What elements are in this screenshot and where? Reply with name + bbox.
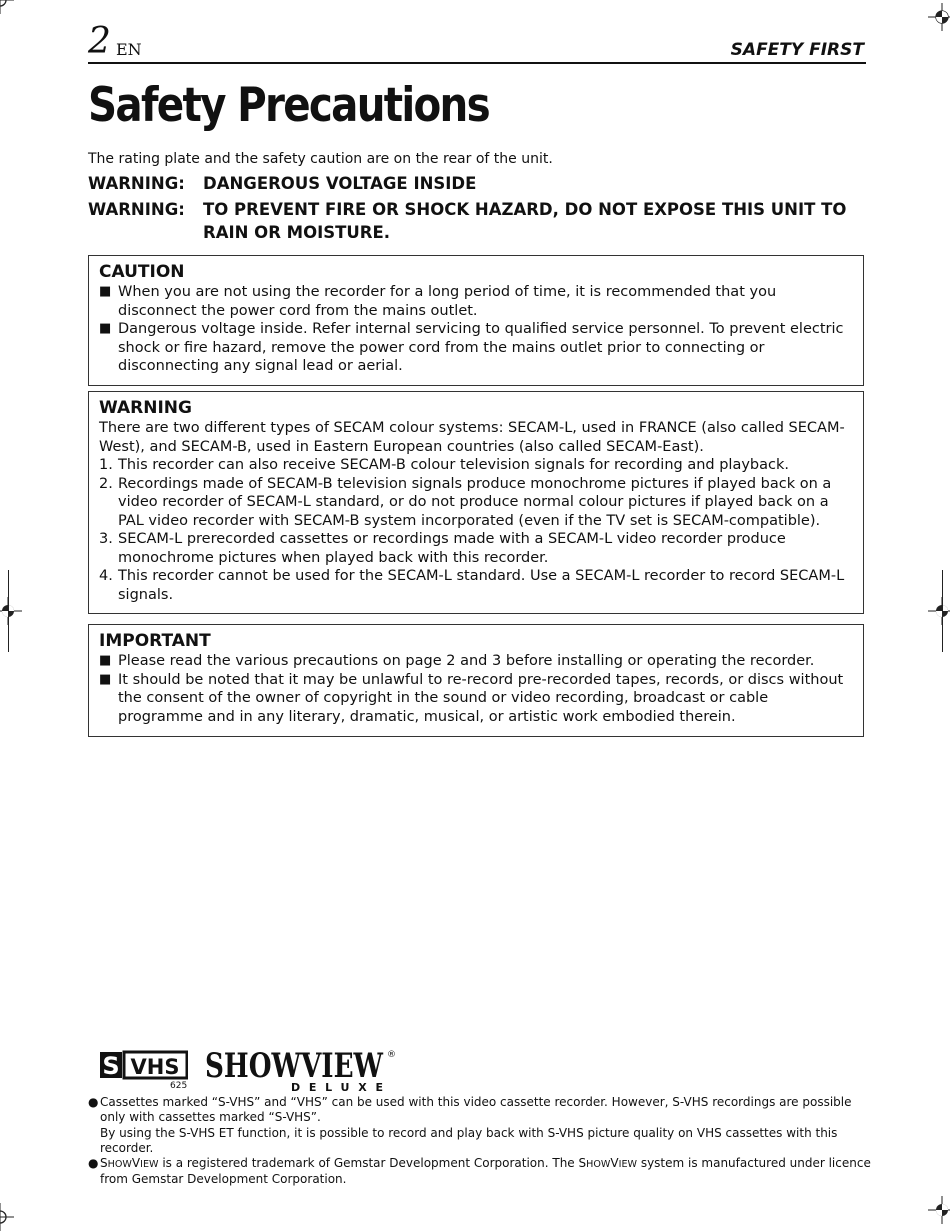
footnote-svhs-line1: Cassettes marked “S-VHS” and “VHS” can be used with this video cassette recorder. However, S-VHS recordings are possible only with cassettes marked “S-VHS”. <box>100 1095 852 1125</box>
warning-box-heading: WARNING <box>99 398 192 418</box>
list-number: 2. <box>99 475 113 492</box>
intro-text: The rating plate and the safety caution are on the rear of the unit. <box>88 151 553 167</box>
smallcaps-v: V <box>610 1156 619 1171</box>
registration-mark-top-left <box>0 0 14 14</box>
svhs-logo-625: 625 <box>170 1081 188 1090</box>
list-number: 4. <box>99 568 113 584</box>
caution-item <box>99 320 853 376</box>
crop-line-right-middle <box>942 570 943 652</box>
registration-mark-right-middle <box>928 597 950 625</box>
square-bullet-icon: ■ <box>99 653 112 668</box>
caution-heading: CAUTION <box>99 262 185 282</box>
header-rule <box>88 62 866 64</box>
list-item-text: This recorder can also receive SECAM-B colour television signals for recording and playback. <box>118 457 789 473</box>
showview-logo <box>205 1043 405 1093</box>
round-bullet-icon: ● <box>88 1095 99 1109</box>
caution-item-text: Dangerous voltage inside. Refer internal servicing to qualified service personnel. To prevent electric shock or fire hazard, remove the power cord from the mains outlet prior to connecting or disconnecting any signal lead or aerial. <box>118 321 844 374</box>
warning-list-item <box>99 475 853 531</box>
important-item-text: Please read the various precautions on page 2 and 3 before installing or operating the recorder. <box>118 653 815 669</box>
caution-item <box>99 283 853 320</box>
footnote-svhs <box>88 1095 878 1156</box>
page-number: 2 <box>88 21 111 62</box>
important-item <box>99 652 853 671</box>
footnote-showview-middle: is a registered trademark of Gemstar Development Corporation. The <box>158 1156 579 1171</box>
warning-list-item <box>99 567 853 604</box>
warning-text: DANGEROUS VOLTAGE INSIDE <box>203 174 477 193</box>
caution-box <box>88 255 864 386</box>
list-item-text: Recordings made of SECAM-B television signals produce monochrome pictures if played back on a video recorder of SECAM-L standard, or do not produce normal colour pictures if played back on a PAL video recorder with SECAM-B system incorporated (even if the TV set is SECAM-compatible). <box>118 475 832 529</box>
page-language: EN <box>116 40 142 59</box>
registered-mark: ® <box>387 1050 396 1060</box>
showview-logo-text: SHOWVIEW <box>205 1046 384 1086</box>
footnote-showview-end: system is manufactured under licence from Gemstar Development Corporation. <box>100 1156 871 1187</box>
round-bullet-icon: ● <box>88 1156 99 1171</box>
secam-warning-box <box>88 391 864 614</box>
footnote-svhs-line2: By using the S-VHS ET function, it is possible to record and play back with S-VHS picture quality on VHS cassettes with this recorder. <box>100 1125 838 1155</box>
section-label: SAFETY FIRST <box>730 40 864 60</box>
warning-list-item <box>99 456 853 475</box>
smallcaps-s: S <box>100 1156 108 1171</box>
svhs-logo <box>100 1048 188 1090</box>
crop-line-left-middle <box>8 570 9 652</box>
svhs-logo-s: S <box>102 1052 120 1080</box>
warning-label: WARNING: <box>88 174 185 193</box>
warning-line-fire <box>88 198 863 244</box>
smallcaps-iew: IEW <box>618 1159 637 1171</box>
registration-mark-left-middle <box>0 597 22 625</box>
registration-mark-bottom-right <box>928 1196 950 1224</box>
page-title: Safety Precautions <box>88 78 489 133</box>
list-item-text: This recorder cannot be used for the SECAM-L standard. Use a SECAM-L recorder to record SECAM-L signals. <box>118 568 845 603</box>
registration-mark-top-right <box>928 3 950 31</box>
important-box <box>88 624 864 737</box>
smallcaps-v: V <box>131 1156 141 1171</box>
list-item-text: SECAM-L prerecorded cassettes or recordings made with a SECAM-L video recorder produce monochrome pictures when played back with this recorder. <box>118 531 786 566</box>
square-bullet-icon: ■ <box>99 284 112 299</box>
list-number: 3. <box>99 531 113 547</box>
showview-logo-deluxe: DELUXE <box>291 1081 383 1093</box>
footnote-showview <box>88 1156 878 1188</box>
warning-list-item <box>99 530 853 567</box>
important-heading: IMPORTANT <box>99 631 211 651</box>
warning-label: WARNING: <box>88 200 185 219</box>
list-number: 1. <box>99 457 113 473</box>
square-bullet-icon: ■ <box>99 671 112 687</box>
footnotes <box>88 1095 878 1188</box>
footnote-showview-text <box>100 1156 878 1188</box>
smallcaps-how: HOW <box>586 1159 611 1171</box>
registration-mark-bottom-left <box>0 1203 14 1231</box>
warning-box-intro: There are two different types of SECAM colour systems: SECAM-L, used in FRANCE (also called SECAM-West), and SECAM-B, used in Eastern European countries (also called SECAM-East). <box>99 420 845 455</box>
warning-text: TO PREVENT FIRE OR SHOCK HAZARD, DO NOT EXPOSE THIS UNIT TO RAIN OR MOISTURE. <box>203 200 847 242</box>
caution-item-text: When you are not using the recorder for a long period of time, it is recommended that you disconnect the power cord from the mains outlet. <box>118 284 777 319</box>
smallcaps-iew: IEW <box>140 1159 159 1171</box>
smallcaps-how: HOW <box>107 1159 132 1171</box>
warning-line-voltage <box>88 172 863 196</box>
svhs-logo-text: VHS <box>130 1055 180 1079</box>
important-item-text: It should be noted that it may be unlawful to re-record pre-recorded tapes, records, or discs without the consent of the owner of copyright in the sound or video recording, broadcast or cable programme and in any literary, dramatic, musical, or artistic work embodied therein. <box>118 671 844 725</box>
smallcaps-s: S <box>578 1156 587 1171</box>
important-item <box>99 671 853 727</box>
square-bullet-icon: ■ <box>99 321 112 336</box>
